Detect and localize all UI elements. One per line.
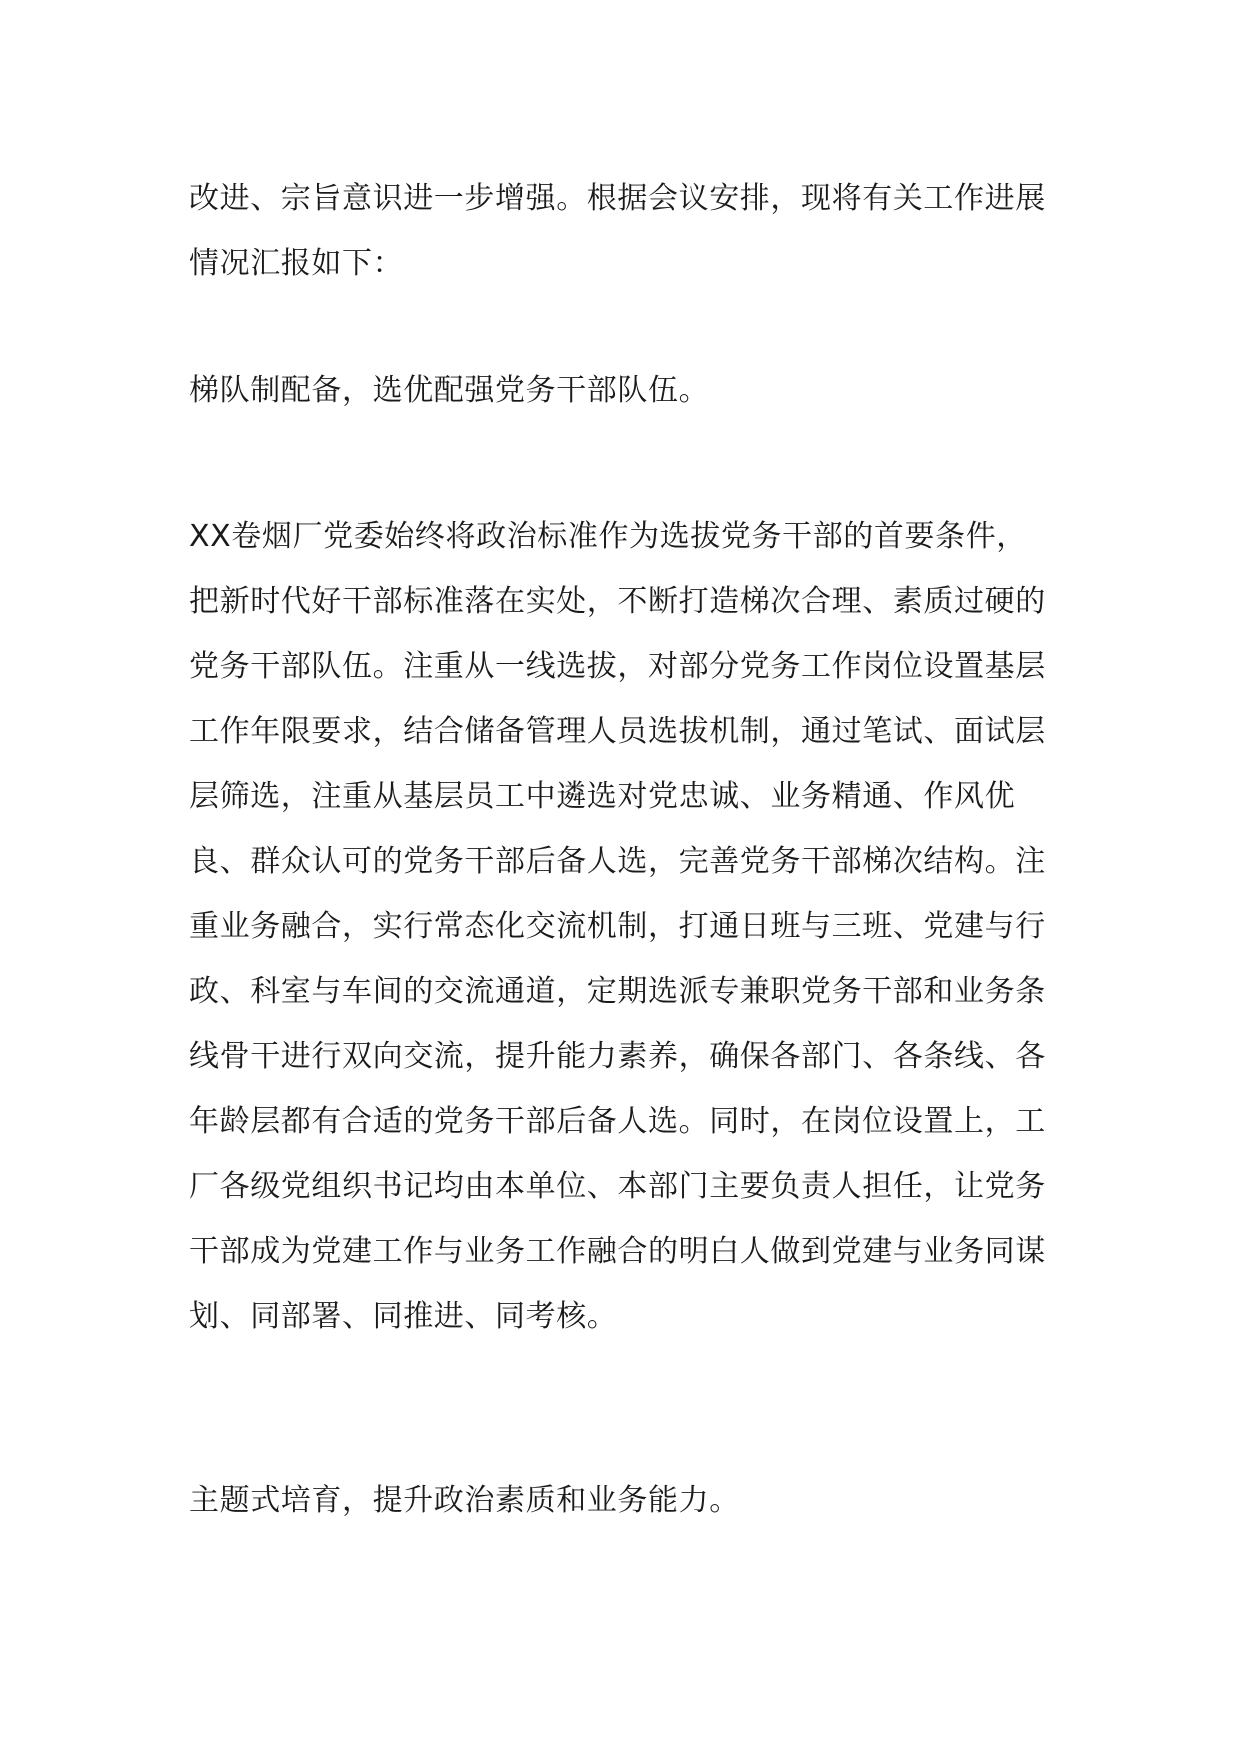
- section-1-body: XX卷烟厂党委始终将政治标准作为选拔党务干部的首要条件，把新时代好干部标准落在实处，不断打造梯次合理、素质过硬的党务干部队伍。注重从一线选拔，对部分党务工作岗位设置基层工作年限要求，结合储备管理人员选拔机制，通过笔试、面试层层筛选，注重从基层员工中遴选对党忠诚、业务精通、作风优良、群众认可的党务干部后备人选，完善党务干部梯次结构。注重业务融合，实行常态化交流机制，打通日班与三班、党建与行政、科室与车间的交流通道，定期选派专兼职党务干部和业务条线骨干进行双向交流，提升能力素养，确保各部门、各条线、各年龄层都有合适的党务干部后备人选。同时，在岗位设置上，工厂各级党组织书记均由本单位、本部门主要负责人担任，让党务干部成为党建工作与业务工作融合的明白人做到党建与业务同谋划、同部署、同推进、同考核。: [189, 519, 1046, 1334]
- section-1-heading: 梯队制配备，选优配强党务干部队伍。: [189, 373, 710, 408]
- section-2-heading: 主题式培育，提升政治素质和业务能力。: [189, 1483, 740, 1518]
- intro-paragraph: 改进、宗旨意识进一步增强。根据会议安排，现将有关工作进展情况汇报如下：: [189, 181, 1046, 281]
